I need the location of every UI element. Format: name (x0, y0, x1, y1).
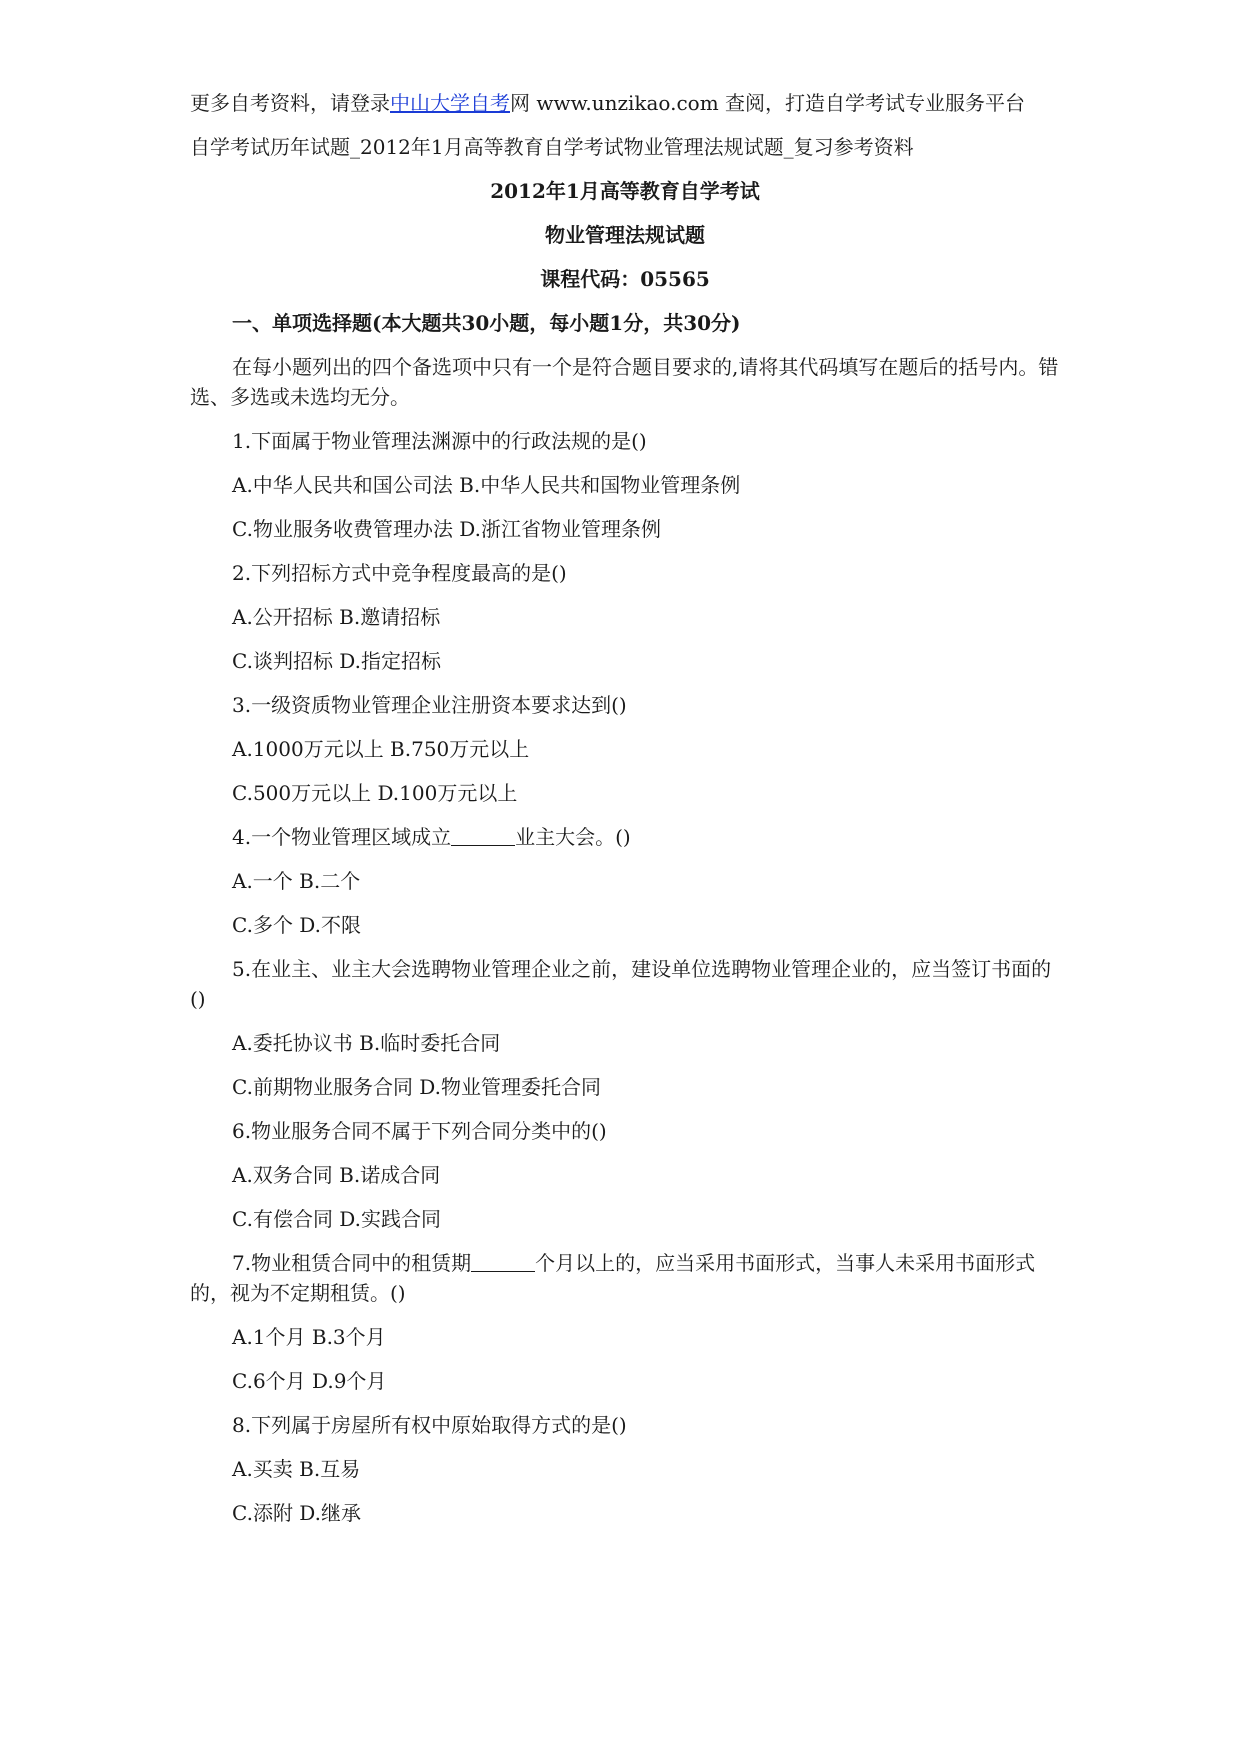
question-stem (190, 1248, 1060, 1308)
question-stem: 2.下列招标方式中竞争程度最高的是() (232, 561, 567, 585)
question-options: C.6个月 D.9个月 (232, 1369, 387, 1393)
question-options: A.委托协议书 B.临时委托合同 (232, 1031, 501, 1055)
section-heading: 一、单项选择题(本大题共30小题，每小题1分，共30分) (232, 311, 741, 335)
fill-blank (471, 1251, 535, 1272)
title-subject: 物业管理法规试题 (545, 223, 705, 247)
header-suffix: 网 www.unzikao.com 查阅，打造自学考试专业服务平台 (510, 91, 1026, 115)
fill-blank (451, 825, 515, 846)
question-stem: 5.在业主、业主大会选聘物业管理企业之前，建设单位选聘物业管理企业的，应当签订书面的() (190, 957, 1052, 1011)
question-options: A.1个月 B.3个月 (232, 1325, 386, 1349)
question-stem-pre: 4.一个物业管理区域成立 (232, 825, 452, 849)
question-options: A.双务合同 B.诺成合同 (232, 1163, 441, 1187)
document-content (190, 88, 1060, 1542)
section-instructions: 在每小题列出的四个备选项中只有一个是符合题目要求的,请将其代码填写在题后的括号内。错选、多选或未选均无分。 (190, 355, 1059, 409)
question-options: C.500万元以上 D.100万元以上 (232, 781, 518, 805)
question-options: C.前期物业服务合同 D.物业管理委托合同 (232, 1075, 601, 1099)
question-stem: 1.下面属于物业管理法渊源中的行政法规的是() (232, 429, 647, 453)
question-stem-pre: 7.物业租赁合同中的租赁期 (232, 1251, 472, 1275)
question-options: A.一个 B.二个 (232, 869, 361, 893)
question-options: C.有偿合同 D.实践合同 (232, 1207, 441, 1231)
question-stem: 8.下列属于房屋所有权中原始取得方式的是() (232, 1413, 627, 1437)
question-stem: 3.一级资质物业管理企业注册资本要求达到() (232, 693, 627, 717)
question-stem-post: 个月以上的，应当采用书面形式，当事人未采用书面形式的，视为不定期租赁。() (190, 1251, 1036, 1305)
question-stem-post: 业主大会。() (515, 825, 631, 849)
question-options: A.1000万元以上 B.750万元以上 (232, 737, 530, 761)
question-stem: 6.物业服务合同不属于下列合同分类中的() (232, 1119, 607, 1143)
question-options: A.公开招标 B.邀请招标 (232, 605, 441, 629)
question-stem (190, 822, 1060, 852)
header-notice (190, 88, 1060, 118)
zhongshan-link[interactable]: 中山大学自考 (390, 91, 510, 115)
title-exam: 2012年1月高等教育自学考试 (490, 179, 760, 203)
question-options: A.买卖 B.互易 (232, 1457, 361, 1481)
question-options: C.多个 D.不限 (232, 913, 361, 937)
header-prefix: 更多自考资料，请登录 (190, 91, 390, 115)
question-options: C.谈判招标 D.指定招标 (232, 649, 441, 673)
question-options: C.添附 D.继承 (232, 1501, 361, 1525)
question-options: C.物业服务收费管理办法 D.浙江省物业管理条例 (232, 517, 661, 541)
question-options: A.中华人民共和国公司法 B.中华人民共和国物业管理条例 (232, 473, 741, 497)
title-course-code: 课程代码：05565 (540, 267, 710, 291)
document-subtitle: 自学考试历年试题_2012年1月高等教育自学考试物业管理法规试题_复习参考资料 (190, 135, 914, 159)
